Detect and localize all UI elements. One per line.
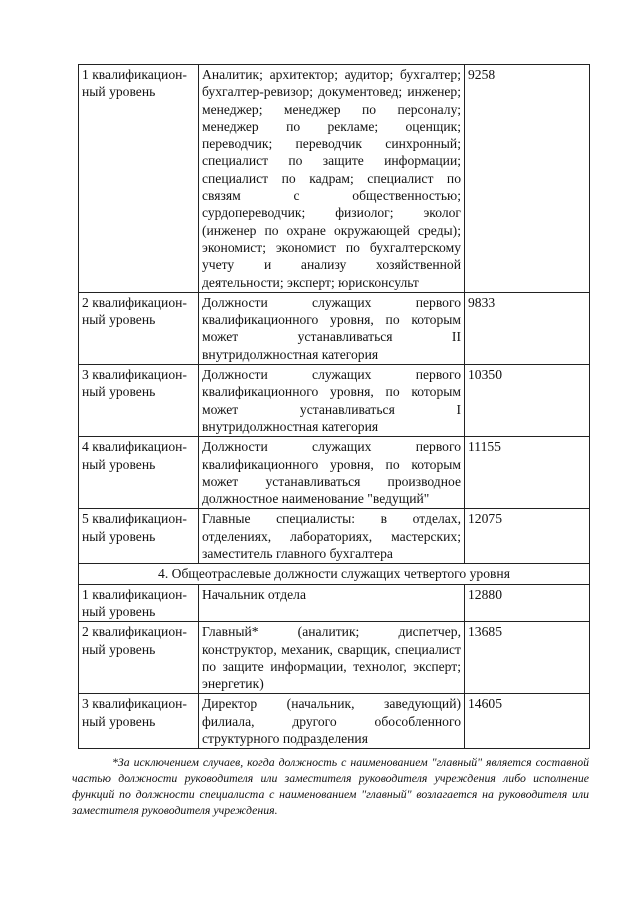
positions-cell: Должности служащих первого квалификационного уровня, по которым может устанавливаться производное должностное наименование "ведущий" (199, 437, 465, 509)
salary-cell: 11155 (465, 437, 590, 509)
table-row (79, 584, 590, 622)
salary-table (78, 64, 590, 749)
table-row (79, 437, 590, 509)
salary-cell: 9833 (465, 292, 590, 364)
qualification-level-cell: 1 квалификацион-ный уровень (79, 584, 199, 622)
section-header-row (79, 564, 590, 584)
positions-cell: Начальник отдела (199, 584, 465, 622)
table-row (79, 622, 590, 694)
qualification-level-cell: 4 квалификацион-ный уровень (79, 437, 199, 509)
table-row (79, 65, 590, 293)
positions-cell: Должности служащих первого квалификационного уровня, по которым может устанавливаться II внутридолжностная категория (199, 292, 465, 364)
qualification-level-cell: 3 квалификацион-ный уровень (79, 365, 199, 437)
salary-cell: 10350 (465, 365, 590, 437)
qualification-level-cell: 2 квалификацион-ный уровень (79, 292, 199, 364)
table-row (79, 292, 590, 364)
salary-cell: 9258 (465, 65, 590, 293)
section-4-title: 4. Общеотраслевые должности служащих четвертого уровня (79, 564, 590, 584)
table-row (79, 365, 590, 437)
salary-cell: 14605 (465, 694, 590, 749)
qualification-level-cell: 1 квалификацион-ный уровень (79, 65, 199, 293)
positions-cell: Аналитик; архитектор; аудитор; бухгалтер; бухгалтер-ревизор; документовед; инженер; менеджер; менеджер по персоналу; менеджер по рекламе; оценщик; переводчик; переводчик синхронный; специалист по защите информации; специалист по кадрам; специалист по связям с общественностью; сурдопереводчик; физиолог; эколог (инженер по охране окружающей среды); экономист; экономист по бухгалтерскому учету и анализу хозяйственной деятельности; эксперт; юрисконсульт (199, 65, 465, 293)
qualification-level-cell: 2 квалификацион-ный уровень (79, 622, 199, 694)
footnote: *За исключением случаев, когда должность с наименованием "главный" является составной частью должности руководителя или заместителя руководителя учреждения либо исполнение функций по должности специалиста с наименованием "главный" возлагается на руководителя или заместителя руководителя учреждения. (72, 754, 589, 817)
table-row (79, 694, 590, 749)
table-row (79, 509, 590, 564)
positions-cell: Главный* (аналитик; диспетчер, конструктор, механик, сварщик, специалист по защите информации, технолог, эксперт; энергетик) (199, 622, 465, 694)
qualification-level-cell: 3 квалификацион-ный уровень (79, 694, 199, 749)
salary-cell: 12075 (465, 509, 590, 564)
positions-cell: Директор (начальник, заведующий) филиала, другого обособленного структурного подразделения (199, 694, 465, 749)
salary-cell: 12880 (465, 584, 590, 622)
salary-cell: 13685 (465, 622, 590, 694)
positions-cell: Главные специалисты: в отделах, отделениях, лабораториях, мастерских; заместитель главного бухгалтера (199, 509, 465, 564)
positions-cell: Должности служащих первого квалификационного уровня, по которым может устанавливаться I внутридолжностная категория (199, 365, 465, 437)
qualification-level-cell: 5 квалификацион-ный уровень (79, 509, 199, 564)
